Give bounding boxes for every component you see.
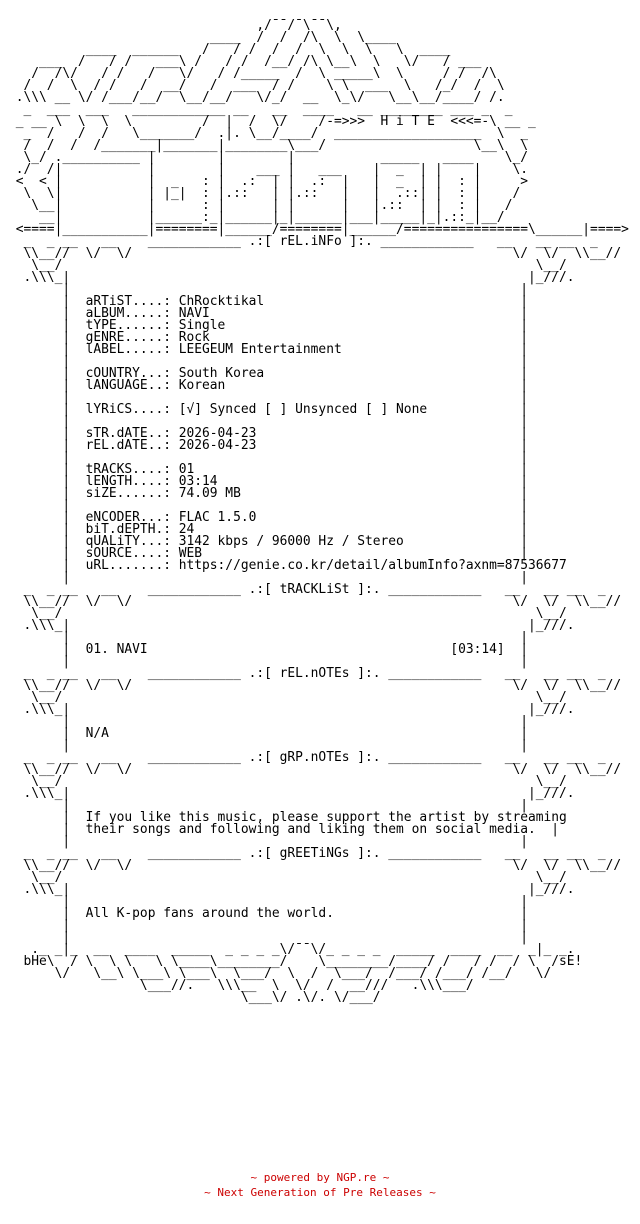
footer-powered-by: ~ powered by NGP.re ~ (250, 1171, 390, 1184)
nfo-ascii-art: ,/¯¯/¯\¯¯\, ____ / / /\ \ \____ ____ ______ / / / / / \ \ \ \ ____ ___ / / / ___\ / / / /__/ /\ \__\ \ \/ / ___ / /\/ / / / \/ / /_____ / \ _____\ \ / / /\ / / \ / / / __/ / ___ / / \ \ ___ \ /_/ / \ .\\\ __ \/ /___/__/ \__/__/ \/_/ __ \_\/ \__\__/____/ /. _ ___ ___ ____________ __ __ ____ __ ________ ___ _ _ _ __ \ \ \ \ / | / \/ /-=>>> H i T E <<<=-\ __ _ _ / / / \_______/ .|. \__/____/ ___________________ \ _ / / / /_______|_______|________\___/ \__\ \ \_/ .__________ | | | _____ ____ \_/ ./ /| | | ___ | ___ | _ | | | \. < < | | _ : | .: | | .: | | _ | | : | > \ \| | |_| : |.:: | |.:: | | .::| | : | / \__| | : | | | | |.:: | | : | / __| |______:_|______|_|______|___|_____|_|.::_|__/ <====|___________|========|______/========|______/================\______|====> _ _ __ __ ____________ .:[ rEL.iNFo ]:. ____________ __ __ __ _ \\__// \/ \/ \/ \/ \\__// \__/ \__/ .\\\_| |_///. | | | aRTiST....: ChRocktikal | | aLBUM.....: NAVI | | tYPE......: Single | | gENRE.....: Rock | | lABEL.....: LEEGEUM Entertainment | | | | cOUNTRY...: South Korea | | lANGUAGE..: Korean | | | | lYRiCS....: [√] Synced [ ] Unsynced [ ] None | | | | sTR.dATE..: 2026-04-23 | | rEL.dATE..: 2026-04-23 | | | | tRACKS....: 01 | | lENGTH....: 03:14 | | siZE......: 74.09 MB | | | | eNCODER...: FLAC 1.5.0 | | biT.dEPTH.: 24 | | qUALiTY...: 3142 kbps / 96000 Hz / Stereo | | sOURCE....: WEB | | uRL.......: https://genie.co.kr/detail/albumInfo?axnm=87536677 | | _ _ __ __ ____________ .:[ tRACKLiSt ]:. ____________ __ __ __ _ \\__// \/ \/ \/ \/ \\__// \__/ \__/ .\\\_| |_///. | | | 01. NAVI [03:14] | | | _ _ __ __ ____________ .:[ rEL.nOTEs ]:. ____________ __ __ __ _ \\__// \/ \/ \/ \/ \\__// \__/ \__/ .\\\_| |_///. | | | N/A | | | _ _ __ __ ____________ .:[ gRP.nOTEs ]:. ____________ __ __ __ _ \\__// \/ \/ \/ \/ \\__// \__/ \__/ .\\\_| |_///. | | | If you like this music, please support the artist by streaming | their songs and following and liking them on social media. | | | _ _ __ __ ____________ .:[ gREETiNGs ]:. ____________ __ __ __ _ \\__// \/ \/ \/ \/ \\__// \__/ \__/ .\\\_| |_///. | | | All K-pop fans around the world. | | | | | ._ _|_ __ ____ _____ _ _ _ _\/¯¯\/_ _ _ _ _____ ____ __ _|_ _. bHe\ / \ \ \ \ \____\________/ \________/____/ / / / / \ /sE! \/ \__\ \___\ \___\ \___/ \ / \___/ /___/ /___/ /__/ \/ \___//. \\\__ \ \/ / __/// .\\\___/ \___\/ .\/. \/___/ (15, 18, 629, 1005)
footer (0, 1170, 640, 1200)
footer-tagline: ~ Next Generation of Pre Releases ~ (204, 1186, 436, 1199)
